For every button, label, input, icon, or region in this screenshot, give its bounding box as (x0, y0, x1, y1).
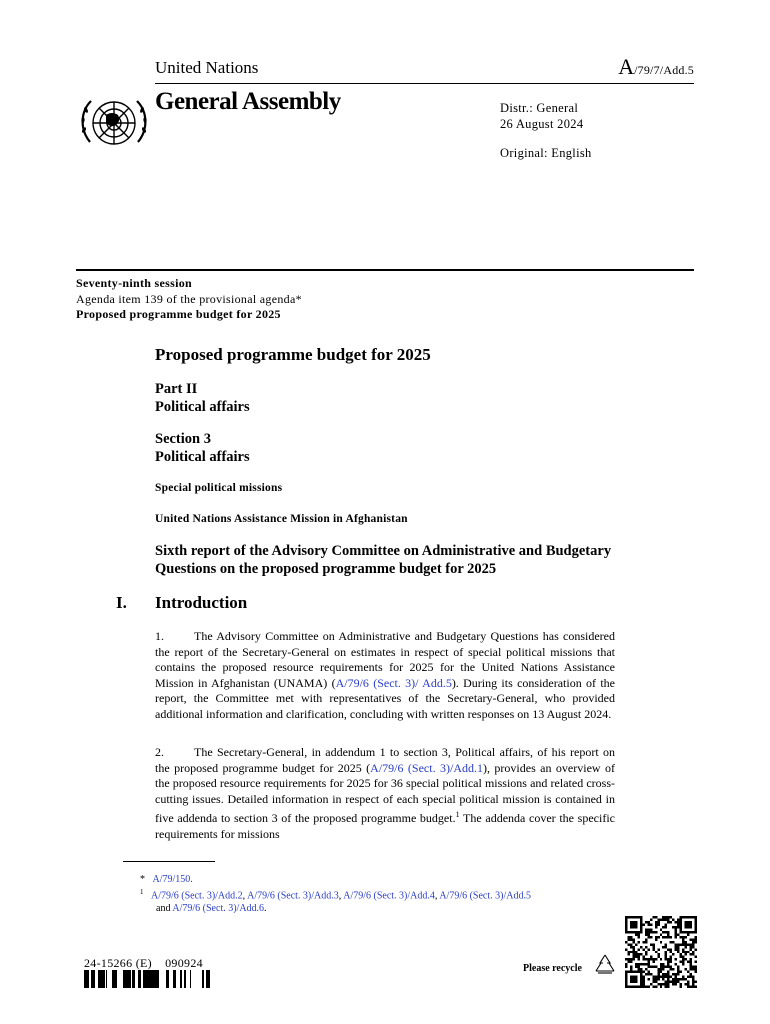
session-name: Seventy-ninth session (76, 276, 192, 290)
intro-number: I. (116, 593, 127, 612)
footnote-text: and (156, 903, 173, 915)
doc-link[interactable]: A/79/6 (Sect. 3)/Add.1 (370, 760, 483, 775)
footnote-link[interactable]: A/79/6 (Sect. 3)/Add.4 (343, 890, 435, 902)
footnote-link[interactable]: A/79/6 (Sect. 3)/Add.6 (172, 903, 265, 915)
agenda-title: Proposed programme budget for 2025 (76, 307, 281, 321)
session-rule (76, 269, 694, 271)
section-heading (155, 430, 250, 466)
section-name: Political affairs (155, 449, 250, 465)
report-title: Sixth report of the Advisory Committee on Administrative and Budgetary Questions on the proposed programme budget for 2025 (155, 543, 612, 577)
separator: , (338, 890, 344, 902)
org-name: United Nations (155, 58, 259, 77)
para-text: ). During its consideration of the report, the Committee met with representatives of the Secretary-General, who provided additional information and clarification, concluding with written responses on 13 August 2024. (155, 675, 615, 721)
para-text: The addenda cover the specific requirements for missions (155, 811, 615, 841)
footnote-rule (123, 861, 215, 862)
footnote-link[interactable]: A/79/6 (Sect. 3)/Add.2 (151, 890, 243, 902)
distr-line: Distr.: General (500, 101, 579, 115)
para-text: The Advisory Committee on Administrative and Budgetary Questions has considered the report of the Secretary-General on estimates in respect of special political missions that contains the proposed resource requirements for 2025 for the United Nations Assistance Mission in Afghanistan (UNAMA) ( (155, 629, 615, 690)
separator: , (242, 890, 248, 902)
original-language: Original: English (500, 146, 592, 160)
footnote-ref: 1 (455, 810, 460, 819)
part-number: Part II (155, 381, 198, 397)
distribution (500, 101, 583, 132)
symbol-rest: /79/7/Add.5 (634, 63, 694, 77)
footnote-link[interactable]: A/79/6 (Sect. 3)/Add.3 (247, 890, 339, 902)
job-number: 24-15266 (E) 090924 (84, 956, 203, 970)
header-rule (155, 83, 694, 84)
barcode-icon (84, 970, 210, 988)
footnote-link[interactable]: A/79/6 (Sect. 3)/Add.5 (439, 890, 531, 902)
session-block (76, 276, 302, 323)
agenda-item: Agenda item 139 of the provisional agenda* (76, 291, 302, 306)
date-line: 26 August 2024 (500, 116, 584, 131)
separator: , (434, 890, 440, 902)
special-heading: Special political missions (155, 482, 283, 494)
body-name: General Assembly (155, 88, 341, 115)
intro-heading: Introduction (155, 593, 248, 612)
para-text: ), provides an overview of the proposed resource requirements for 2025 for 36 special political missions and related cross-cutting issues. Detailed information in respect of each special political mission is contained in five addenda to section 3 of the proposed programme budget. (155, 760, 615, 825)
footnote-mark: * (140, 874, 145, 885)
footnote-1 (140, 886, 620, 915)
paragraph-2 (155, 745, 615, 842)
mission-heading: United Nations Assistance Mission in Afghanistan (155, 513, 408, 525)
paragraph-1 (155, 629, 615, 722)
un-emblem-icon (78, 90, 150, 156)
footnote-mark: 1 (140, 888, 144, 896)
doc-link[interactable]: A/79/6 (Sect. 3)/ Add.5 (335, 675, 452, 690)
symbol-main: A (618, 54, 635, 79)
recycle-label: Please recycle (523, 963, 582, 974)
qr-code-icon (625, 916, 697, 988)
para-number: 2. (155, 745, 164, 759)
part-heading (155, 380, 250, 416)
para-text: The Secretary-General, in addendum 1 to section 3, Political affairs, of his report on the proposed programme budget for 2025 ( (155, 745, 615, 775)
main-title: Proposed programme budget for 2025 (155, 345, 431, 364)
para-number: 1. (155, 629, 164, 643)
part-name: Political affairs (155, 399, 250, 415)
footnote-end: . (264, 903, 267, 915)
footnote-link[interactable]: A/79/150. (152, 874, 193, 885)
recycle-icon (592, 952, 618, 978)
document-symbol (618, 54, 694, 80)
section-number: Section 3 (155, 431, 211, 447)
footnote-star (140, 873, 620, 886)
